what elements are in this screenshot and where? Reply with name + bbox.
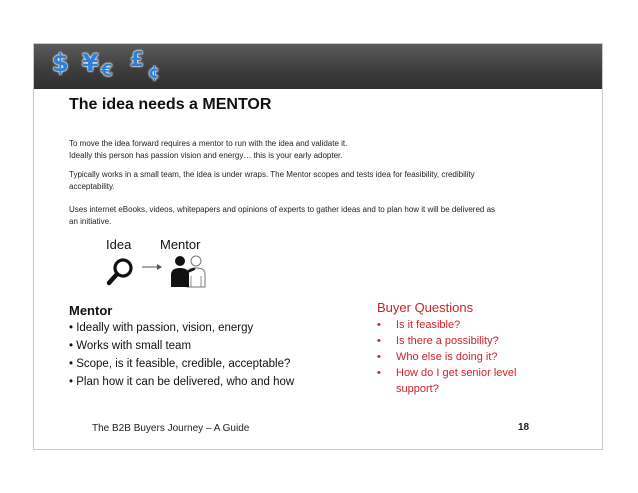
mentor-heading: Mentor [69, 303, 113, 318]
diagram-idea-label: Idea [106, 237, 132, 252]
currency-banner [34, 44, 602, 89]
paragraph-line: acceptability. [69, 182, 115, 191]
list-item [377, 333, 562, 349]
paragraph-3 [69, 204, 574, 228]
buyer-questions-heading: Buyer Questions [377, 300, 474, 315]
list-item: • Plan how it can be delivered, who and how [69, 376, 295, 388]
paragraph-2 [69, 169, 574, 193]
paragraph-line: Ideally this person has passion vision and energy… this is your early adopter. [69, 151, 343, 160]
mentor-list [69, 319, 294, 391]
paragraph-line: To move the idea forward requires a mentor to run with the idea and validate it. [69, 139, 348, 148]
list-item-text: Who else is doing it? [396, 351, 498, 363]
paragraph-line: Typically works in a small team, the idea is under wraps. The Mentor scopes and tests idea for feasibility, credibility [69, 170, 475, 179]
paragraph-line: an initiative. [69, 217, 112, 226]
paragraph-line: Uses internet eBooks, videos, whitepapers and opinions of experts to gather ideas and to plan how it will be delivered as [69, 205, 496, 214]
people-icon [167, 254, 211, 288]
list-item: • Scope, is it feasible, credible, acceptable? [69, 358, 291, 370]
pound-symbol: £ [130, 47, 144, 71]
list-item-text: Is it feasible? [396, 319, 461, 331]
slide-title: The idea needs a MENTOR [69, 96, 272, 113]
magnifier-icon [106, 256, 136, 286]
paragraph-1 [69, 138, 574, 162]
list-item-text: How do I get senior level support? [396, 367, 517, 395]
page-number: 18 [518, 422, 530, 433]
bullet: • [377, 319, 381, 331]
bullet: • [377, 351, 381, 363]
bullet: • [377, 335, 381, 347]
euro-symbol: € [101, 61, 113, 81]
dollar-symbol: $ [52, 49, 69, 77]
arrow-right-icon [141, 262, 163, 272]
list-item [377, 317, 562, 333]
bullet: • [377, 367, 381, 379]
buyer-questions-list [377, 317, 562, 397]
list-item: • Ideally with passion, vision, energy [69, 322, 254, 334]
yen-symbol: ¥ [82, 49, 99, 77]
diagram-mentor-label: Mentor [160, 237, 201, 252]
list-item [377, 349, 562, 365]
list-item [377, 365, 562, 397]
slide [33, 43, 603, 450]
footer-text: The B2B Buyers Journey – A Guide [92, 423, 250, 434]
cent-symbol: ¢ [148, 63, 160, 83]
list-item-text: Is there a possibility? [396, 335, 499, 347]
list-item: • Works with small team [69, 340, 192, 352]
